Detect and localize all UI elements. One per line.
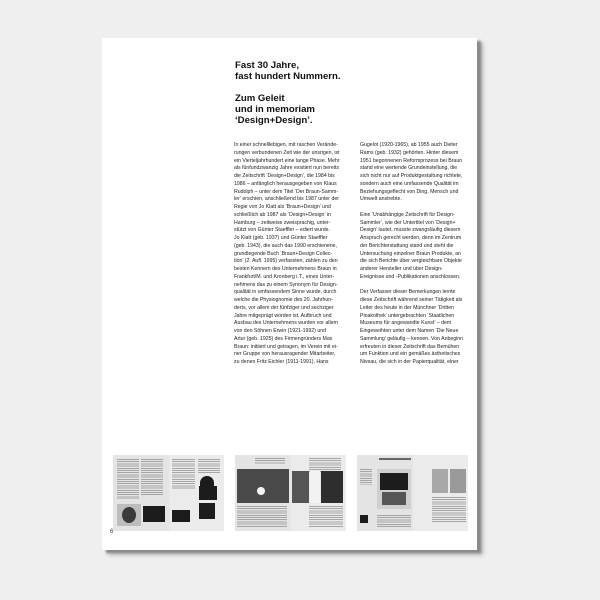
body-text-line: Rudolph – unter dem Titel ‘Der Braun-Samm- [234, 188, 339, 195]
headline [235, 60, 475, 126]
body-text-line: diese Zeitschrift während seiner Tätigkeit als [360, 297, 463, 303]
body-text-line: welche die Physiognomie des 20. Jahrhun- [234, 297, 333, 303]
body-text-line: Jo Klatt (geb. 1937) und Günter Staeffler [234, 235, 328, 241]
body-text-line: Eine ‘Unabhängige Zeitschrift für Design- [360, 211, 455, 218]
body-text-line: tion’ (2. Aufl. 1995) verfassten, zählen zu den [234, 258, 338, 265]
body-text-line: die sich Berichte über vergleichbare Objekte [360, 258, 462, 265]
headline-subtitle-line-2: und in memoriam [235, 104, 315, 115]
body-text-line: zu denen Fritz Eichler (1911-1991), Hans [234, 359, 329, 365]
body-text-line: Gugelot (1920-1965), ab 1955 auch Dieter [360, 142, 458, 148]
body-text-line: nehmens das zu einem Synonym für Design- [234, 281, 338, 288]
body-text-line: (geb. 1943), die auch das 1990 erschienene, [234, 242, 337, 249]
body-text-line: Sammlung’ geläufig – kennen. Von Anbeginn [360, 335, 464, 342]
body-text-line: ner Gruppe von herausragender Mitarbeiter, [234, 351, 336, 358]
headline-gap [235, 82, 475, 93]
headline-subtitle-line-3: ‘Design+Design’. [235, 115, 313, 126]
body-text-line: qualität in umfassendem Sinne wurde, durch [234, 289, 337, 296]
body-text-line: Eingeweihten unter dem Namen ‘Die Neue [360, 328, 459, 334]
thumbnail-spread-1 [113, 455, 224, 531]
paragraph-gap [360, 204, 482, 212]
body-text-line: Braun: initiiert und getragen, im Verein mit ei- [234, 343, 338, 350]
body-text-line: erfreuten in dieser Zeitschrift das Bemühen [360, 343, 460, 350]
body-text-line: Frankfurt/M. und Kronberg i.T., eines Unter- [234, 273, 335, 280]
body-text-line: Anspruch gerecht werden, denn im Zentrum [360, 235, 462, 241]
body-text-line: ler’ erschien, anschließend bis 1987 unter der [234, 196, 339, 203]
headline-title-line-1: Fast 30 Jahre, [235, 60, 299, 71]
body-text-line: Regie von Jo Klatt als ‘Braun+Design’ und [234, 204, 331, 210]
body-text-line: 1951 begonnenen Reformprozess bei Braun [360, 157, 463, 164]
document-page [102, 38, 477, 550]
text-column-left [234, 142, 356, 367]
body-text-line: ein Vierteljahrhundert eine lange Phase. Mehr [234, 157, 340, 164]
body-text-line: sich nicht nur auf Produktgestaltung richtete, [360, 173, 463, 179]
thumbnail-strip [102, 453, 477, 533]
text-column-right [360, 142, 482, 367]
body-text-line: Sammler’, wie der Untertitel von ‘Design+ [360, 219, 456, 226]
body-text-line: Rams (geb. 1932) gehörten. Hinter diesem [360, 149, 459, 156]
body-text-line: sondern auch eine umfassende Qualität im [360, 180, 459, 187]
body-text-line: besten Kennern des Unternehmens Braun in [234, 266, 337, 272]
body-text-line: Design’ lautet, musste zwangsläufig diesem [360, 227, 461, 234]
body-text-line: Jahre mitgeprägt worden ist. Aufbruch und [234, 312, 332, 319]
body-text-line: Beziehungsgeflecht von Ding, Mensch und [360, 188, 459, 195]
body-text-line: der Berichterstattung stand und steht die [360, 242, 454, 249]
body-text-line: stand eine wertende Grundeinstellung, die [360, 165, 458, 172]
body-text-line: Ausbau des Unternehmens wurden vor allem [234, 320, 338, 327]
thumbnail-spread-3 [357, 455, 468, 531]
body-text-line: Artur (geb. 1925) des Firmengründers Max [234, 335, 333, 342]
body-text-line: um Funktion und ein gemäßes ästhetisches [360, 351, 461, 358]
body-text-line: Museums für angewandte Kunst’ – dem [360, 320, 452, 327]
page-number: 6 [110, 529, 114, 535]
headline-title-line-2: fast hundert Nummern. [235, 71, 341, 82]
body-text-line: Der Verfasser dieser Bemerkungen lernte [360, 289, 456, 296]
body-text-line: die Zeitschrift ‘Design+Design’, die 1984 bis [234, 173, 335, 179]
body-text-line: anderer Hersteller und über Design- [360, 266, 443, 272]
body-text-line: schließlich ab 1987 als ‘Design+Design’ in [234, 211, 331, 218]
body-text-line: von den Söhnen Erwin (1921-1992) und [234, 328, 326, 334]
body-text-line: Niveau, die sich in der Papierqualität, einer [360, 359, 459, 365]
body-text-line: derts, vor allem der fünfziger und sechziger [234, 304, 334, 311]
body-text-line: grundlegende Buch ‘Braun+Design Collec- [234, 250, 333, 257]
headline-subtitle-line-1: Zum Geleit [235, 93, 285, 104]
body-text-line: Pinakothek’ untergebrachten ‘Staatlichen [360, 312, 455, 319]
body-text-line: Ereignisse und -Publikationen anschlossen. [360, 273, 461, 280]
body-text-line: In einer schnelllebigen, mit raschen Verände- [234, 142, 338, 148]
body-text-line: rungen verbundenen Zeit wie der unsrigen, ist [234, 149, 340, 156]
body-text-line: stützt von Günter Staeffler – ediert wurde. [234, 227, 330, 234]
body-text-line: 1986 – anfänglich herausgegeben von Klaus [234, 180, 337, 187]
body-text-line: Hamburg – zeitweise zweisprachig, unter- [234, 219, 331, 226]
paragraph-gap [360, 282, 482, 290]
body-text-line: Leiter des heute in der Münchner ‘Dritten [360, 304, 455, 311]
body-text-line: Umwelt anstrebte. [360, 196, 402, 203]
thumbnail-spread-2 [235, 455, 346, 531]
body-text-line: Untersuchung einzelner Braun Produkte, an [360, 250, 461, 257]
body-text-line: als fünfundzwanzig Jahre existiert nun bereits [234, 165, 339, 172]
